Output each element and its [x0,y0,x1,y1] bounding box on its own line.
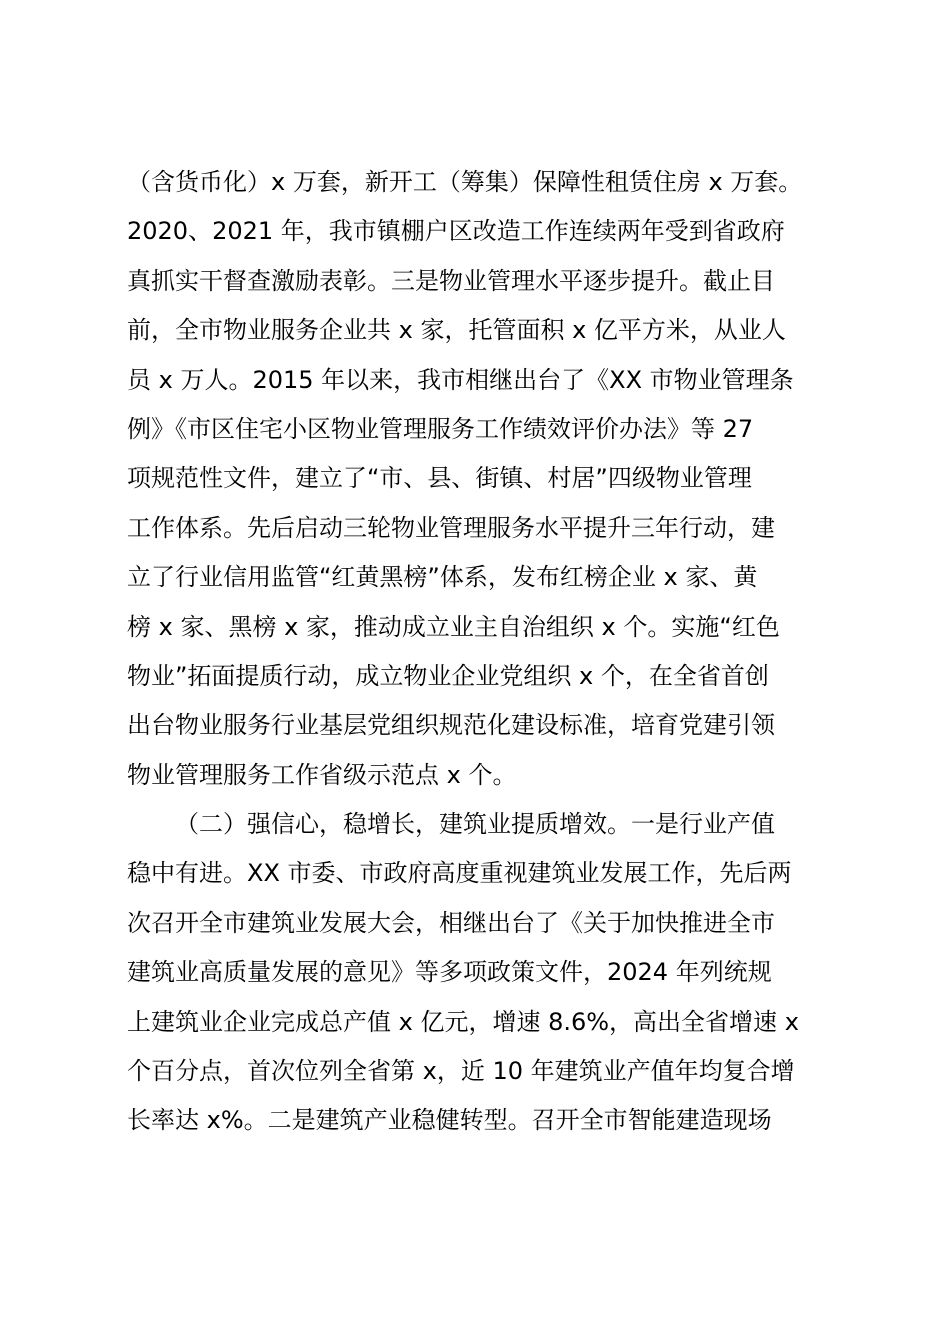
text-line: 立了行业信用监管“红黄黑榜”体系，发布红榜企业 x 家、黄 [127,563,758,592]
text-line: 建筑业高质量发展的意见》等多项政策文件，2024 年列统规 [127,958,772,987]
text-line: 前，全市物业服务企业共 x 家，托管面积 x 亿平方米，从业人 [127,316,786,345]
text-line: 出台物业服务行业基层党组织规范化建设标准，培育党建引领 [127,711,775,740]
section-heading-line: （二）强信心，稳增长，建筑业提质增效。一是行业产值 [175,810,775,839]
text-line: 长率达 x%。二是建筑产业稳健转型。召开全市智能建造现场 [127,1106,772,1135]
text-line: 物业管理服务工作省级示范点 x 个。 [127,760,517,789]
text-line: 稳中有进。XX 市委、市政府高度重视建筑业发展工作，先后两 [127,859,792,888]
text-line: 个百分点，首次位列全省第 x，近 10 年建筑业产值年均复合增 [127,1057,795,1086]
text-line: 项规范性文件，建立了“市、县、街镇、村居”四级物业管理 [127,464,752,493]
text-line: 工作体系。先后启动三轮物业管理服务水平提升三年行动，建 [127,513,775,542]
text-line: （含货币化）x 万套，新开工（筹集）保障性租赁住房 x 万套。 [127,168,803,196]
text-line: 物业”拓面提质行动，成立物业企业党组织 x 个，在全省首创 [127,661,769,690]
body-text [127,158,839,1146]
text-line: 真抓实干督查激励表彰。三是物业管理水平逐步提升。截止目 [127,266,775,295]
text-line: 例》《市区住宅小区物业管理服务工作绩效评价办法》等 27 [127,414,754,443]
text-line: 榜 x 家、黑榜 x 家，推动成立业主自治组织 x 个。实施“红色 [127,612,780,641]
text-line: 员 x 万人。2015 年以来，我市相继出台了《XX 市物业管理条 [127,365,794,394]
text-line: 次召开全市建筑业发展大会，相继出台了《关于加快推进全市 [127,908,775,937]
text-line: 2020、2021 年，我市镇棚户区改造工作连续两年受到省政府 [127,217,785,246]
text-line: 上建筑业企业完成总产值 x 亿元，增速 8.6%，高出全省增速 x [127,1007,799,1036]
